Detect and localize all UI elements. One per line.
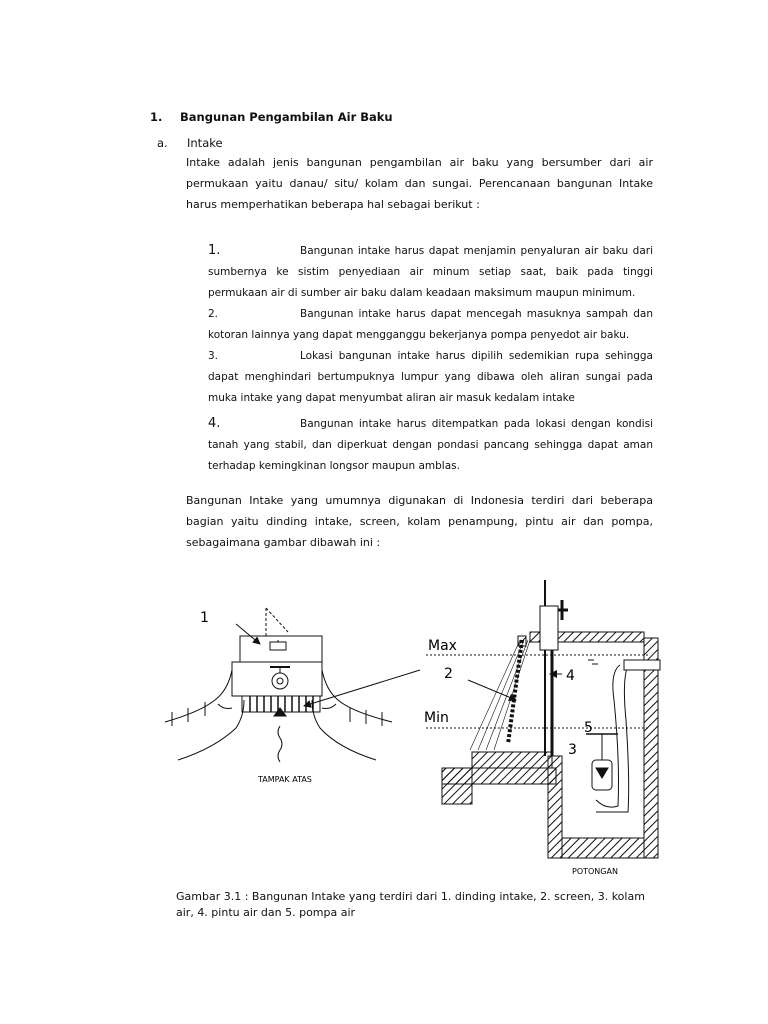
section-title: Bangunan Pengambilan Air Baku xyxy=(180,110,393,124)
plan-view xyxy=(165,608,420,762)
requirement-text: Bangunan intake harus dapat menjamin penyaluran air baku dari sumbernya ke sistim penyediaan air minum setiap saat, baik pada tinggi permukaan air di sumber air baku dalam keadaan maksimum maupun minimum. xyxy=(208,245,653,299)
requirements-list xyxy=(208,240,653,477)
requirement-number: 1. xyxy=(208,243,221,258)
requirement-number: 3. xyxy=(208,350,219,362)
plan-view-label: TAMPAK ATAS xyxy=(258,775,312,784)
marker-4: 4 xyxy=(566,668,575,684)
requirement-item xyxy=(208,346,653,409)
subsection-title: Intake xyxy=(187,136,223,150)
requirement-text: Bangunan intake harus dapat mencegah masuknya sampah dan kotoran lainnya yang dapat mengganggu bekerjanya pompa penyedot air baku. xyxy=(208,308,653,341)
marker-2: 2 xyxy=(444,666,453,682)
section-view-label: POTONGAN xyxy=(572,867,618,876)
section-number: 1. xyxy=(150,110,163,124)
requirement-number: 4. xyxy=(208,416,221,431)
section-view xyxy=(426,580,660,858)
marker-3: 3 xyxy=(568,742,577,758)
requirement-item xyxy=(208,240,653,304)
marker-5: 5 xyxy=(584,720,593,736)
level-min: Min xyxy=(424,710,449,726)
subsection-letter: a. xyxy=(157,136,168,150)
marker-1: 1 xyxy=(200,610,209,626)
requirement-item xyxy=(208,304,653,346)
level-max: Max xyxy=(428,638,457,654)
closing-paragraph: Bangunan Intake yang umumnya digunakan di Indonesia terdiri dari beberapa bagian yaitu dinding intake, screen, kolam penampung, pintu air dan pompa, sebagaimana gambar dibawah ini : xyxy=(186,494,653,549)
requirement-number: 2. xyxy=(208,308,219,320)
section-heading xyxy=(150,110,393,124)
requirement-text: Bangunan intake harus ditempatkan pada lokasi dengan kondisi tanah yang stabil, dan diperkuat dengan pondasi pancang sehingga dapat aman terhadap kemingkinan longsor maupun amblas. xyxy=(208,418,653,472)
requirement-item xyxy=(208,413,653,477)
figure-caption: Gambar 3.1 : Bangunan Intake yang terdiri dari 1. dinding intake, 2. screen, 3. kolam air, 4. pintu air dan 5. pompa air xyxy=(176,890,645,919)
intake-figure xyxy=(0,570,768,880)
intro-paragraph: Intake adalah jenis bangunan pengambilan air baku yang bersumber dari air permukaan yaitu danau/ situ/ kolam dan sungai. Perencanaan bangunan Intake harus memperhatikan beberapa hal sebagai berikut : xyxy=(186,156,653,211)
requirement-text: Lokasi bangunan intake harus dipilih sedemikian rupa sehingga dapat menghindari bertumpuknya lumpur yang dibawa oleh aliran sungai pada muka intake yang dapat menyumbat aliran air masuk kedalam intake xyxy=(208,350,653,404)
subsection-heading xyxy=(157,136,223,150)
